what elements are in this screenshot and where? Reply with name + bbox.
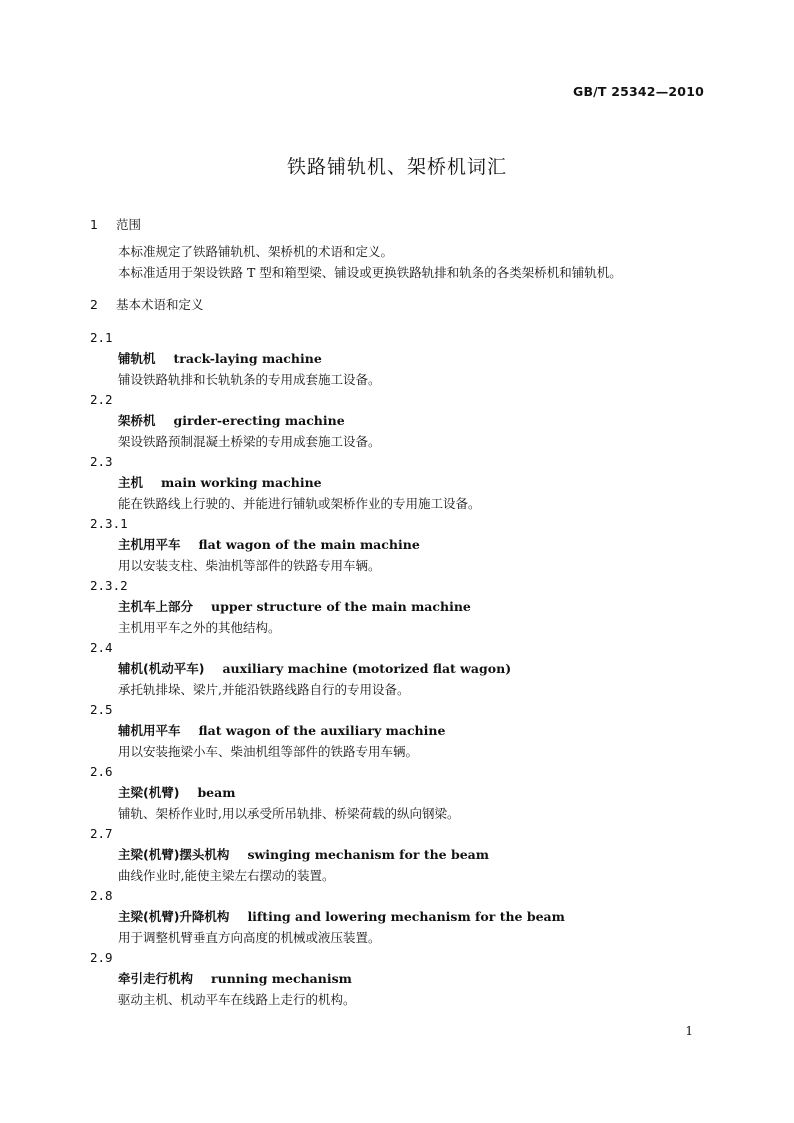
term-entry — [90, 700, 704, 762]
document-title: 铁路铺轨机、架桥机词汇 — [286, 156, 507, 178]
term-english: flat wagon of the main machine — [198, 537, 420, 552]
term-definition: 用于调整机臂垂直方向高度的机械或液压装置。 — [118, 930, 381, 945]
term-english: girder-erecting machine — [173, 413, 345, 428]
term-entry — [90, 514, 704, 576]
term-english: swinging mechanism for the beam — [247, 847, 490, 862]
term-definition: 承托轨排垛、梁片,并能沿铁路线路自行的专用设备。 — [118, 682, 410, 697]
term-english: auxiliary machine (motorized flat wagon) — [222, 661, 512, 676]
section-title: 基本术语和定义 — [115, 297, 204, 312]
term-heading — [90, 720, 704, 741]
page-number: 1 — [685, 1024, 693, 1038]
term-chinese: 牵引走行机构 — [118, 971, 194, 986]
term-heading — [90, 906, 704, 927]
term-heading — [90, 410, 704, 431]
term-chinese: 架桥机 — [118, 413, 156, 428]
scope-content — [90, 241, 704, 283]
term-english: track-laying machine — [173, 351, 322, 366]
term-english: lifting and lowering mechanism for the beam — [247, 909, 565, 924]
term-heading — [90, 658, 704, 679]
term-number: 2.6 — [90, 764, 113, 779]
term-chinese: 辅机用平车 — [118, 723, 181, 738]
term-number: 2.8 — [90, 888, 113, 903]
term-definition: 主机用平车之外的其他结构。 — [118, 620, 281, 635]
term-number: 2.5 — [90, 702, 113, 717]
term-number: 2.3.2 — [90, 578, 128, 593]
term-number: 2.7 — [90, 826, 113, 841]
term-english: upper structure of the main machine — [211, 599, 471, 614]
term-english: flat wagon of the auxiliary machine — [198, 723, 446, 738]
term-entry — [90, 390, 704, 452]
term-definition: 曲线作业时,能使主梁左右摆动的装置。 — [118, 868, 335, 883]
term-definition: 铺设铁路轨排和长轨轨条的专用成套施工设备。 — [118, 372, 381, 387]
section-title: 范围 — [115, 217, 141, 232]
term-chinese: 主梁(机臂)升降机构 — [118, 909, 230, 924]
term-definition: 用以安装拖梁小车、柴油机组等部件的铁路专用车辆。 — [118, 744, 419, 759]
term-heading — [90, 534, 704, 555]
term-heading — [90, 596, 704, 617]
term-entry — [90, 576, 704, 638]
term-heading — [90, 472, 704, 493]
term-number: 2.9 — [90, 950, 113, 965]
scope-paragraph: 本标准适用于架设铁路 T 型和箱型梁、铺设或更换铁路轨排和轨条的各类架桥机和铺轨机。 — [118, 265, 622, 280]
scope-paragraph: 本标准规定了铁路铺轨机、架桥机的术语和定义。 — [118, 244, 394, 259]
term-entry — [90, 824, 704, 886]
standard-code: GB/T 25342—2010 — [572, 84, 704, 99]
term-entry — [90, 328, 704, 390]
term-number: 2.3.1 — [90, 516, 128, 531]
term-chinese: 主机车上部分 — [118, 599, 194, 614]
term-definition: 架设铁路预制混凝土桥梁的专用成套施工设备。 — [118, 434, 381, 449]
section-number: 2 — [90, 297, 98, 312]
term-chinese: 主梁(机臂)摆头机构 — [118, 847, 230, 862]
section-heading-scope — [90, 214, 704, 236]
term-english: running mechanism — [211, 971, 352, 986]
term-definition: 能在铁路线上行驶的、并能进行铺轨或架桥作业的专用施工设备。 — [118, 496, 481, 511]
term-chinese: 主梁(机臂) — [118, 785, 180, 800]
term-chinese: 主机用平车 — [118, 537, 181, 552]
term-entry — [90, 948, 704, 1010]
term-number: 2.3 — [90, 454, 113, 469]
term-number: 2.2 — [90, 392, 113, 407]
term-entry — [90, 452, 704, 514]
term-heading — [90, 844, 704, 865]
term-heading — [90, 348, 704, 369]
term-entry — [90, 886, 704, 948]
term-english: beam — [197, 785, 236, 800]
term-number: 2.1 — [90, 330, 113, 345]
term-definition: 铺轨、架桥作业时,用以承受所吊轨排、桥梁荷载的纵向钢梁。 — [118, 806, 460, 821]
term-heading — [90, 968, 704, 989]
document-body — [90, 214, 704, 1010]
term-definition: 驱动主机、机动平车在线路上走行的机构。 — [118, 992, 356, 1007]
term-chinese: 主机 — [118, 475, 144, 490]
section-heading-terms — [90, 294, 704, 316]
term-chinese: 辅机(机动平车) — [118, 661, 205, 676]
term-chinese: 铺轨机 — [118, 351, 156, 366]
term-number: 2.4 — [90, 640, 113, 655]
term-entry — [90, 638, 704, 700]
term-heading — [90, 782, 704, 803]
term-definition: 用以安装支柱、柴油机等部件的铁路专用车辆。 — [118, 558, 381, 573]
term-english: main working machine — [161, 475, 322, 490]
term-list — [90, 328, 704, 1010]
section-number: 1 — [90, 217, 98, 232]
term-entry — [90, 762, 704, 824]
